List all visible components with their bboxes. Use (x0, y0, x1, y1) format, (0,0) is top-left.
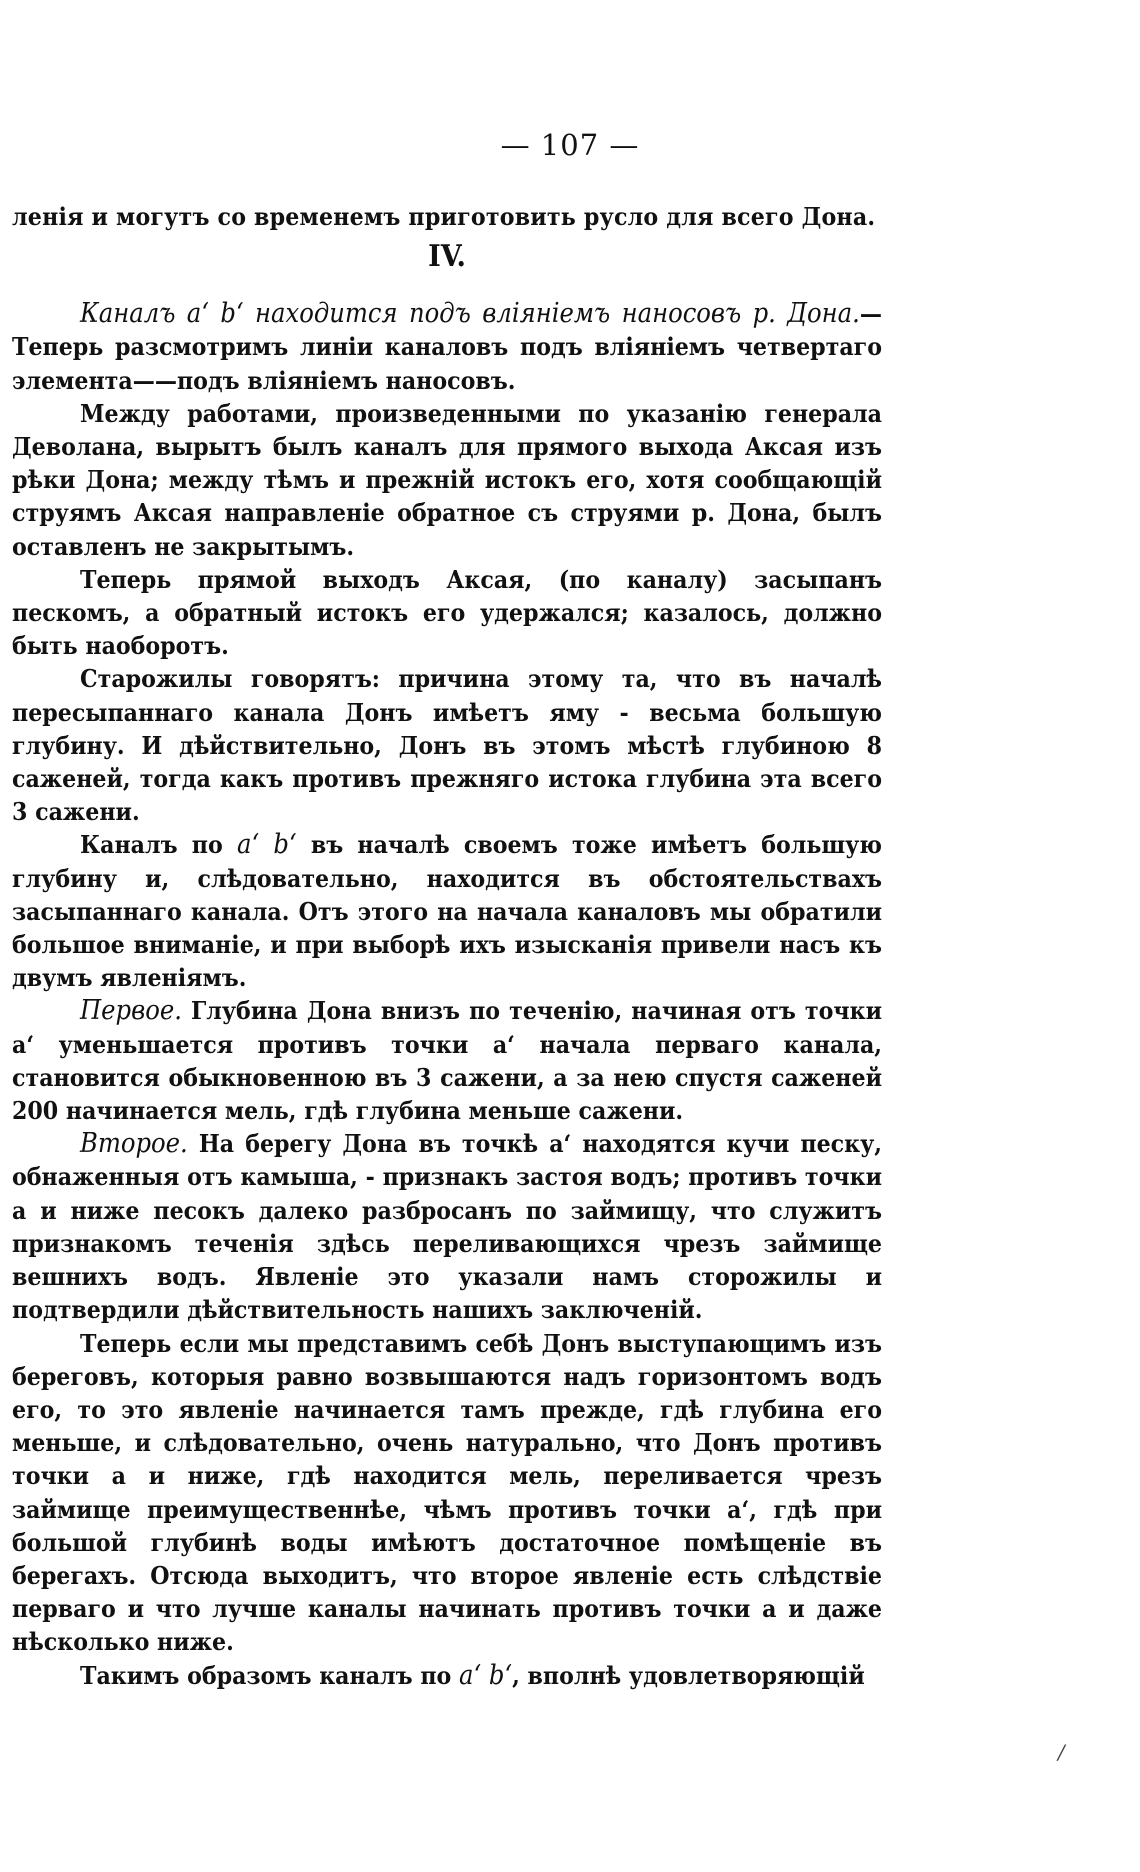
italic-text: a‘ b‘ (458, 1659, 513, 1691)
paragraph-text: На берегу Дона въ точкѣ a‘ находятся кучи песку, обнаженныя отъ камыша, - признакъ застоя водъ; противъ точки a и ниже песокъ далеко разбросанъ по займищу, что служитъ признакомъ теченiя здѣсь переливающихся чрезъ займище вешнихъ водъ. Явленiе это указали намъ сторожилы и подтвердили дѣйствительность нашихъ заключенiй. (12, 1129, 882, 1325)
paragraph-text: лeнiя и могутъ со временемъ приготовить русло для всего Дона. (12, 202, 876, 231)
paragraph-text: Глубина Дона внизъ по теченiю, начиная отъ точки a‘ уменьшается противъ точки a‘ начала перваго канала, становится обыкновенною въ 3 сажени, а за нею спустя саженей 200 начинается мель, гдѣ глубина меньше сажени. (12, 996, 882, 1126)
paragraph-text: Такимъ образомъ каналъ по (80, 1660, 459, 1690)
paragraph-first (12, 994, 882, 1127)
paragraph (12, 828, 882, 994)
paragraph-text: — Теперь разсмотримъ линiи каналовъ подъ влiянiемъ четвертаго элемента——подъ влiянiемъ наносовъ. (12, 299, 882, 395)
paragraph-text: Между работами, произведенными по указанiю генерала Деволана, вырытъ былъ каналъ для прямого выхода Аксая изъ рѣки Дона; между тѣмъ и прежнiй истокъ его, хотя сообщающiй струямъ Аксая направленiе обратное съ струями р. Дона, былъ оставленъ не закрытымъ. (12, 398, 882, 561)
paragraph-last (12, 1659, 882, 1692)
paragraph (12, 1327, 882, 1659)
paragraph (12, 397, 882, 563)
paragraph-text: въ началѣ своемъ тоже имѣетъ большую глубину и, слѣдовательно, находится въ обстоятельствахъ засыпаннаго канала. Отъ этого на начала каналовъ мы обратили большое вниманiе, и при выборѣ ихъ изысканiя привели насъ къ двумъ явленiямъ. (12, 830, 882, 993)
paragraph-second (12, 1127, 882, 1326)
paragraph-text: Теперь если мы представимъ себѣ Донъ выступающимъ изъ береговъ, которыя равно возвышаются надъ горизонтомъ водъ его, то это явленiе начинается тамъ прежде, гдѣ глубина его меньше, и слѣдовательно, очень натурально, что Донъ противъ точки a и ниже, гдѣ находится мель, переливается чрезъ займище преимущественнѣе, чѣмъ противъ точки a‘, гдѣ при большой глубинѣ воды имѣютъ достаточное помѣщенiе въ берегахъ. Отсюда выходитъ, что второе явленiе есть слѣдствiе перваго и что лучше каналы начинать противъ точки a и даже нѣсколько ниже. (12, 1328, 882, 1657)
italic-lead: Первое. (80, 995, 182, 1027)
section-number: IV. (428, 239, 466, 275)
paragraph-canal-heading (12, 297, 882, 397)
body-text (12, 200, 882, 1692)
paragraph-text: Каналъ по (80, 830, 237, 860)
paragraph (12, 563, 882, 663)
paragraph-continuation (12, 200, 882, 233)
italic-heading: Каналъ a‘ b‘ находится подъ влiянiемъ наносовъ р. Дона. (80, 298, 860, 330)
paragraph-text: , вполнѣ удовлетворяющiй (512, 1660, 865, 1690)
page-number: — 107 — (500, 128, 640, 162)
paragraph-text: Старожилы говорятъ: причина этому та, что въ началѣ пересыпаннаго канала Донъ имѣетъ яму - весьма большую глубину. И дѣйствительно, Донъ въ этомъ мѣстѣ глубиною 8 саженей, тогда какъ противъ прежняго истока глубина эта всего 3 сажени. (12, 664, 882, 827)
paragraph-text: Теперь прямой выходъ Аксая, (по каналу) засыпанъ пескомъ, а обратный истокъ его удержался; казалось, должно быть наоборотъ. (12, 564, 882, 661)
italic-lead: Второе. (80, 1128, 188, 1160)
paragraph (12, 662, 882, 828)
italic-text: a‘ b‘ (236, 829, 297, 861)
stray-ink-mark: / (1058, 1740, 1065, 1764)
